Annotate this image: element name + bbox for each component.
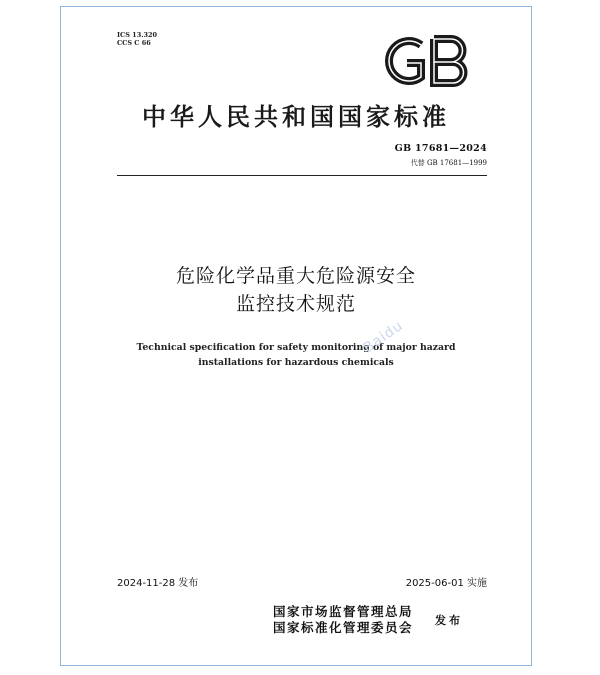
english-title-line2: installations for hazardous chemicals xyxy=(198,357,394,368)
watermark: Baidu xyxy=(360,317,407,357)
chinese-title xyxy=(61,262,531,318)
issuer-samr: 国家市场监督管理总局 xyxy=(273,604,414,619)
standard-title: 中华人民共和国国家标准 xyxy=(142,102,450,131)
classification-codes xyxy=(117,31,157,47)
replaces-standard: 代替 GB 17681—1999 xyxy=(410,159,487,167)
standard-number: GB 17681—2024 xyxy=(394,143,487,154)
issuing-authorities xyxy=(273,604,413,636)
ics-code: ICS 13.320 xyxy=(117,31,158,39)
chinese-title-line2: 监控技术规范 xyxy=(235,293,356,315)
standard-number-block xyxy=(395,143,487,168)
publish-label: 发布 xyxy=(435,614,463,627)
document-page xyxy=(60,6,532,666)
chinese-title-line1: 危险化学品重大危险源安全 xyxy=(175,265,416,287)
ccs-code: CCS C 66 xyxy=(117,39,151,47)
gb-logo xyxy=(379,31,475,91)
implement-date: 2025-06-01 实施 xyxy=(405,578,487,589)
english-title xyxy=(61,340,531,370)
release-date: 2024-11-28 发布 xyxy=(117,578,199,589)
english-title-line1: Technical specification for safety monitoring of major hazard xyxy=(136,342,456,353)
issuer-sac: 国家标准化管理委员会 xyxy=(273,620,414,635)
header-divider xyxy=(117,175,487,176)
